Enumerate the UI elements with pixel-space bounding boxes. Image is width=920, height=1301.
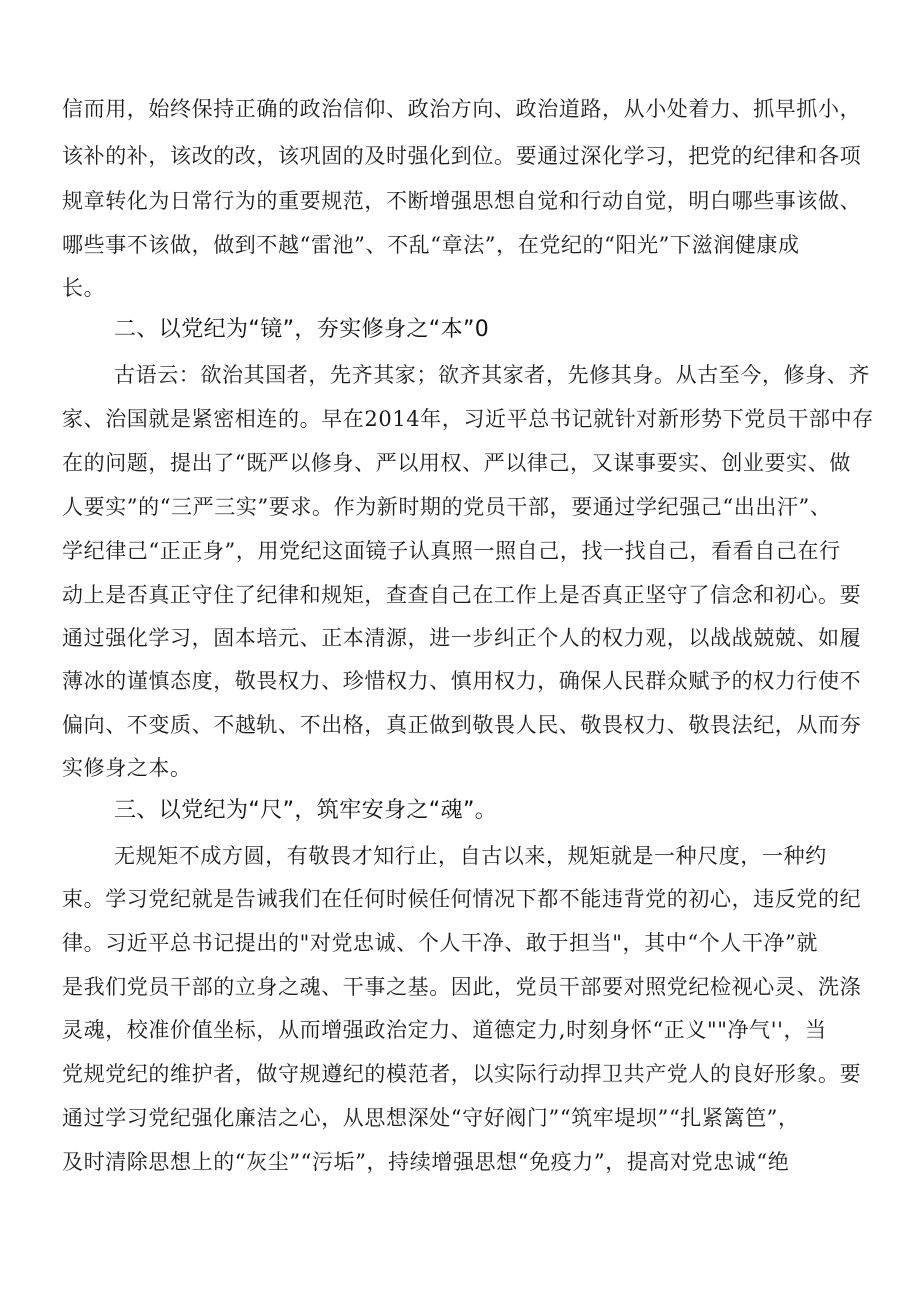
paragraph-3-line-2: 束。学习党纪就是告诫我们在任何时候任何情况下都不能违背党的初心，违反党的纪	[62, 887, 862, 911]
paragraph-2-line-10: 实修身之本。	[62, 756, 192, 780]
paragraph-3-line-7: 通过学习党纪强化廉洁之心，从思想深处“守好阀门”“筑牢堤坝”“扎紧篱笆”，	[62, 1106, 800, 1130]
paragraph-1-line-1: 信而用，始终保持正确的政治信仰、政治方向、政治道路，从小处着力、抓早抓小，	[62, 97, 862, 121]
paragraph-2-line-6: 动上是否真正守住了纪律和规矩，查查自己在工作上是否真正坚守了信念和初心。要	[62, 583, 862, 607]
paragraph-2-line-8: 薄冰的谨慎态度，敬畏权力、珍惜权力、慎用权力，确保人民群众赋予的权力行使不	[62, 669, 862, 693]
section-heading-3: 三、以党纪为“尺”，筑牢安身之“魂”。	[114, 798, 498, 823]
paragraph-2-line-1: 古语云：欲治其国者，先齐其家；欲齐其家者，先修其身。从古至今，修身、齐	[114, 363, 870, 387]
paragraph-2-line-4: 人要实”的“三严三实”要求。作为新时期的党员干部，要通过学纪强己“出出汗”、	[62, 495, 832, 519]
paragraph-2-line-2: 家、治国就是紧密相连的。早在2014年，习近平总书记就针对新形势下党员干部中存	[62, 407, 874, 431]
paragraph-1-line-2: 该补的补，该改的改，该巩固的及时强化到位。要通过深化学习，把党的纪律和各项	[62, 144, 862, 168]
paragraph-1-line-3: 规章转化为日常行为的重要规范，不断增强思想自觉和行动自觉，明白哪些事该做、	[62, 189, 862, 213]
paragraph-3-line-8: 及时清除思想上的“灰尘”“污垢”，持续增强思想“免疫力”，提高对党忠诚“绝	[62, 1150, 790, 1174]
paragraph-2-line-5: 学纪律己“正正身”，用党纪这面镜子认真照一照自己，找一找自己，看看自己在行	[62, 539, 841, 563]
paragraph-2-line-3: 在的问题，提出了“既严以修身、严以用权、严以律己，又谋事要实、创业要实、做	[62, 451, 851, 475]
paragraph-3-line-6: 党规党纪的维护者，做守规遵纪的模范者，以实际行动捍卫共产党人的良好形象。要	[62, 1062, 862, 1086]
paragraph-3-line-4: 是我们党员干部的立身之魂、干事之基。因此，党员干部要对照党纪检视心灵、洗涤	[62, 975, 862, 999]
paragraph-3-line-5: 灵魂，校准价值坐标，从而增强政治定力、道德定力,时刻身怀“正义""净气''，当	[62, 1018, 827, 1042]
section-heading-2: 二、以党纪为“镜”，夯实修身之“本”0	[114, 317, 490, 342]
paragraph-3-line-3: 律。习近平总书记提出的"对党忠诚、个人干净、敢于担当"，其中“个人干净”就	[62, 931, 818, 955]
paragraph-1-line-4: 哪些事不该做，做到不越“雷池”、不乱“章法”，在党纪的“阳光”下滋润健康成	[62, 233, 800, 257]
paragraph-2-line-9: 偏向、不变质、不越轨、不出格，真正做到敬畏人民、敬畏权力、敬畏法纪，从而夯	[62, 713, 862, 737]
paragraph-2-line-7: 通过强化学习，固本培元、正本清源，进一步纠正个人的权力观，以战战兢兢、如履	[62, 626, 862, 650]
paragraph-3-line-1: 无规矩不成方圆，有敬畏才知行止，自古以来，规矩就是一种尺度，一种约	[114, 844, 827, 868]
paragraph-1-line-5: 长。	[62, 276, 106, 300]
